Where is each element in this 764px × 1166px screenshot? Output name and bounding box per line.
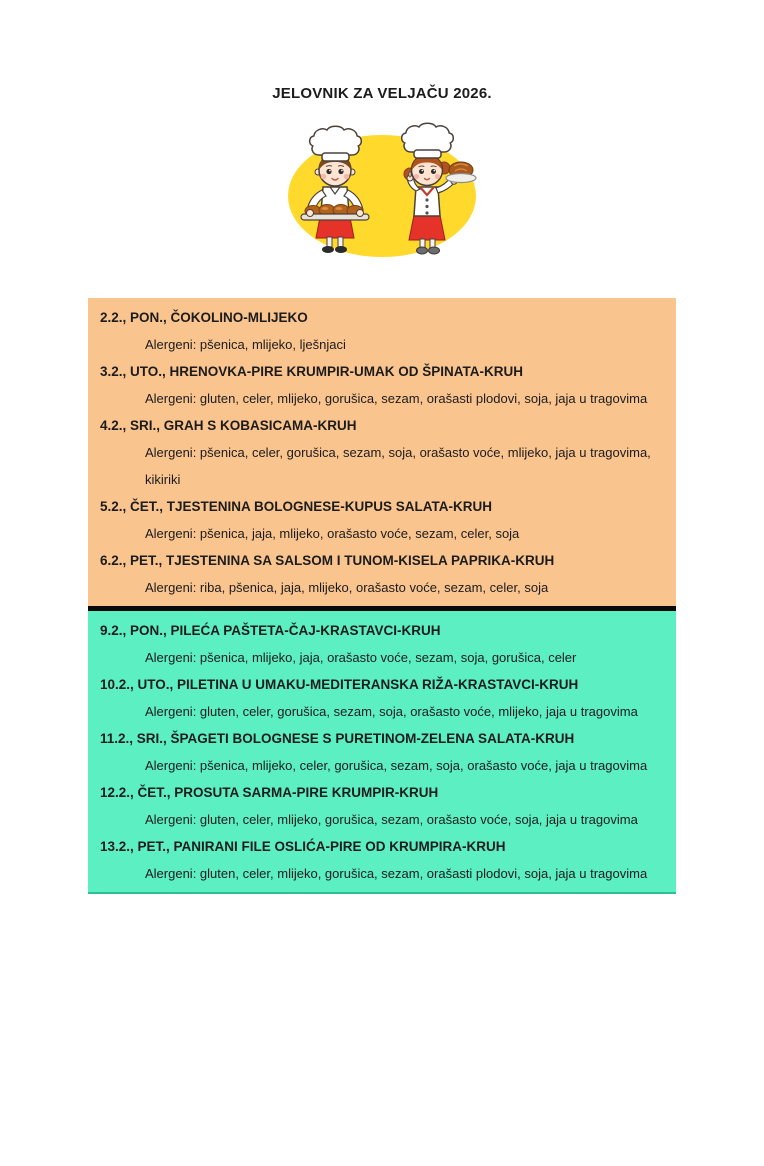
menu-document	[0, 86, 764, 894]
menu-entry	[100, 493, 662, 547]
menu-entry-day: 13.2., PET., PANIRANI FILE OSLIĆA-PIRE OD KRUMPIRA-KRUH	[100, 838, 506, 854]
menu-entry-allergens: Alergeni: pšenica, mlijeko, lješnjaci	[145, 336, 346, 352]
menu-entry-day: 9.2., PON., PILEĆA PAŠTETA-ČAJ-KRASTAVCI-KRUH	[100, 622, 441, 638]
menu-entry-allergens: Alergeni: pšenica, mlijeko, celer, gorušica, sezam, soja, orašasto voće, jaja u tragovima	[145, 757, 648, 773]
menu-entry	[100, 833, 662, 887]
menu-entry-day: 12.2., ČET., PROSUTA SARMA-PIRE KRUMPIR-KRUH	[100, 784, 439, 800]
menu-entry-day: 11.2., SRI., ŠPAGETI BOLOGNESE S PURETINOM-ZELENA SALATA-KRUH	[100, 730, 575, 746]
menu-entry	[100, 304, 662, 358]
menu-entry	[100, 547, 662, 601]
menu-entry-allergens: Alergeni: riba, pšenica, jaja, mlijeko, orašasto voće, sezam, celer, soja	[145, 579, 549, 595]
menu-entry-day: 2.2., PON., ČOKOLINO-MLIJEKO	[100, 309, 308, 325]
chefs-illustration	[277, 118, 487, 260]
menu-entry-day: 6.2., PET., TJESTENINA SA SALSOM I TUNOM-KISELA PAPRIKA-KRUH	[100, 552, 555, 568]
menu-entry	[100, 358, 662, 412]
menu-entry-day: 5.2., ČET., TJESTENINA BOLOGNESE-KUPUS SALATA-KRUH	[100, 498, 493, 514]
menu-entry-allergens: Alergeni: gluten, celer, mlijeko, gorušica, sezam, orašasti plodovi, soja, jaja u tragovima	[145, 865, 648, 881]
menu-entry	[100, 779, 662, 833]
menu-entry-day: 4.2., SRI., GRAH S KOBASICAMA-KRUH	[100, 417, 357, 433]
menu-entry	[100, 725, 662, 779]
menu-entry	[100, 412, 662, 493]
menu-week-2	[88, 611, 676, 894]
menu-entry-day: 3.2., UTO., HRENOVKA-PIRE KRUMPIR-UMAK OD ŠPINATA-KRUH	[100, 363, 524, 379]
menu-entry	[100, 617, 662, 671]
menu-entry-allergens: Alergeni: pšenica, mlijeko, jaja, orašasto voće, sezam, soja, gorušica, celer	[145, 649, 577, 665]
menu-entry-allergens: Alergeni: gluten, celer, mlijeko, gorušica, sezam, orašasti plodovi, soja, jaja u tragovima	[145, 390, 648, 406]
page-title: JELOVNIK ZA VELJAČU 2026.	[272, 85, 492, 102]
menu-week-1	[88, 298, 676, 606]
menu-entry-allergens: Alergeni: gluten, celer, gorušica, sezam, soja, orašasto voće, mlijeko, jaja u tragovima	[145, 703, 638, 719]
menu-entry-day: 10.2., UTO., PILETINA U UMAKU-MEDITERANSKA RIŽA-KRASTAVCI-KRUH	[100, 676, 579, 692]
chefs-illustration-svg	[277, 118, 487, 260]
menu-entry-allergens: Alergeni: gluten, celer, mlijeko, gorušica, sezam, orašasto voće, soja, jaja u tragovima	[145, 811, 638, 827]
menu-entry-allergens: Alergeni: pšenica, celer, gorušica, sezam, soja, orašasto voće, mlijeko, jaja u tragovima, kikiriki	[145, 444, 651, 487]
menu-entry	[100, 671, 662, 725]
menu-entry-allergens: Alergeni: pšenica, jaja, mlijeko, orašasto voće, sezam, celer, soja	[145, 525, 520, 541]
